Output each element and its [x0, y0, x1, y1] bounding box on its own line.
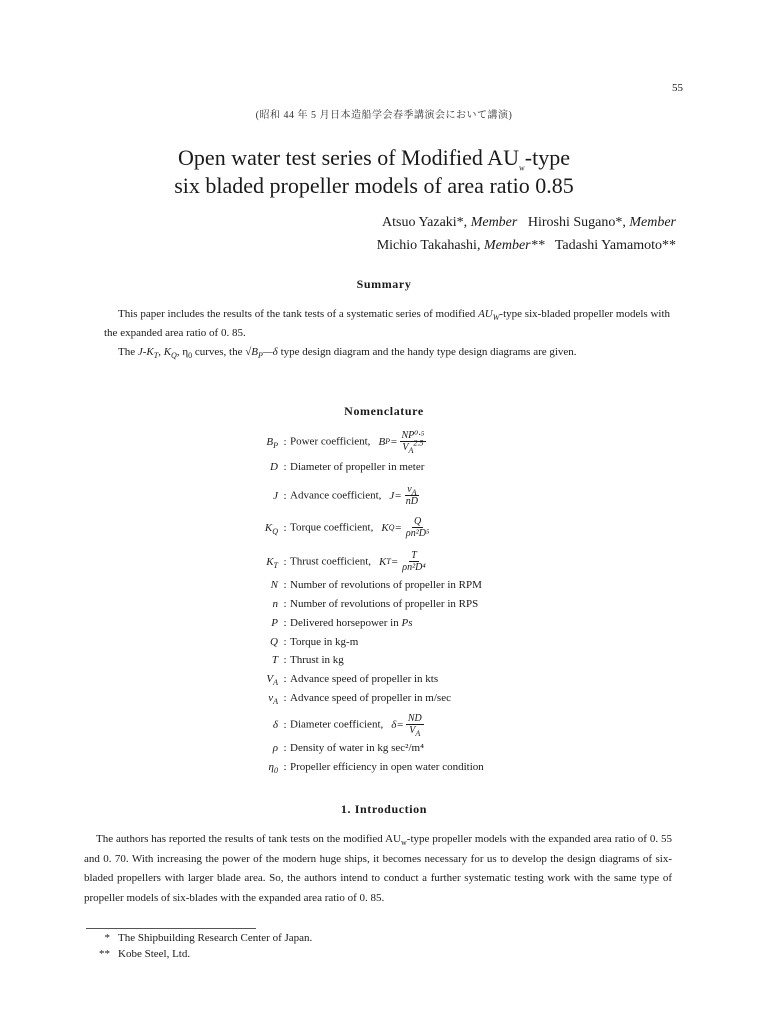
- nomenclature-formula: K T = $\frac{T}{\text{ρn²D⁴}}$: [379, 550, 426, 573]
- nomenclature-colon: :: [283, 654, 287, 666]
- nomenclature-item: [0, 579, 768, 591]
- nomenclature-colon: :: [283, 598, 287, 610]
- nomenclature-item: [0, 636, 768, 648]
- nomenclature-symbol: $V_A$: [266, 673, 278, 688]
- formula-fraction: $\frac{Q}{\text{ρn²D⁵}}$: [405, 516, 430, 539]
- nomenclature-symbol: N: [270, 579, 278, 591]
- nomenclature-description: Diameter of propeller in meter: [290, 461, 425, 473]
- paper-title-line-1: Open water test series of Modified $AU_w$-type: [178, 145, 570, 173]
- nomenclature-description: Advance speed of propeller in kts: [290, 673, 439, 685]
- nomenclature-description: Torque in kg-m: [290, 636, 359, 648]
- nomenclature-item: [0, 516, 768, 539]
- nomenclature-symbol: T: [271, 654, 278, 666]
- nomenclature-symbol: $K_Q$: [264, 521, 278, 536]
- paper-title-line-2: six bladed propeller models of area ratio 0.85: [174, 173, 574, 198]
- nomenclature-item: [0, 673, 768, 688]
- nomenclature-description: Advance coefficient, J = $\frac{v_A}{nD}$: [290, 484, 418, 507]
- nomenclature-colon: :: [283, 636, 287, 648]
- nomenclature-symbol: $v_A$: [268, 692, 278, 707]
- nomenclature-formula: K Q = $\frac{Q}{\text{ρn²D⁵}}$: [381, 516, 430, 539]
- nomenclature-colon: :: [283, 521, 287, 534]
- nomenclature-description: Diameter coefficient, δ = $\frac{ND}{V_A}$: [290, 713, 422, 738]
- presentation-note: (昭和 44 年 5 月日本造船学会春季講演会において講演): [255, 110, 513, 121]
- nomenclature-symbol: P: [271, 617, 278, 629]
- nomenclature-description: Thrust coefficient, K T = $\frac{T}{\text{ρn²D⁴}}$: [290, 550, 426, 573]
- nomenclature-symbol: Q: [270, 636, 278, 648]
- nomenclature-description: Thrust in kg: [290, 654, 344, 666]
- summary-paragraph-2: The $J-K_T$, $K_Q$, $\eta_0$ curves, the $√B_P—\delta$ type design diagram and the handy type design diagrams are given.: [118, 346, 577, 361]
- page-number: 55: [672, 82, 683, 94]
- nomenclature-symbol: J: [273, 489, 278, 502]
- nomenclature-colon: :: [283, 435, 287, 448]
- nomenclature-colon: :: [283, 555, 287, 568]
- nomenclature-heading: Nomenclature: [344, 404, 424, 418]
- formula-fraction: $\frac{v_A}{nD}$: [405, 484, 418, 507]
- summary-heading: Summary: [356, 277, 412, 291]
- nomenclature-item: [0, 742, 768, 754]
- nomenclature-symbol: δ: [272, 718, 278, 731]
- nomenclature-colon: :: [283, 617, 287, 629]
- summary-paragraph-1: This paper includes the results of the tank tests of a systematic series of modified $AU_W$-type six-bladed propeller models with the expanded area ratio of 0. 85.: [104, 308, 670, 339]
- nomenclature-item: [0, 713, 768, 736]
- nomenclature-formula: B P = $\frac{\text{NP⁰·⁵}}{V_A^{2.5}}$: [378, 430, 425, 455]
- nomenclature-colon: :: [283, 579, 287, 591]
- nomenclature-item: [0, 761, 768, 776]
- formula-fraction: $\frac{T}{\text{ρn²D⁴}}$: [402, 550, 426, 573]
- nomenclature-symbol: $\eta_0$: [268, 761, 278, 776]
- authors-line-2: Michio Takahashi, Member** Tadashi Yamamoto**: [376, 238, 676, 253]
- nomenclature-item: [0, 598, 768, 610]
- footnote-2: ** Kobe Steel, Ltd.: [99, 948, 191, 960]
- nomenclature-item: [0, 692, 768, 707]
- nomenclature-item: [0, 484, 768, 507]
- nomenclature-description: Density of water in kg sec²/m⁴: [290, 742, 424, 754]
- nomenclature-description: Number of revolutions of propeller in RPS: [290, 598, 479, 610]
- nomenclature-colon: :: [283, 742, 287, 754]
- nomenclature-item: [0, 550, 768, 573]
- footnote-divider: [86, 928, 256, 929]
- summary-body: [104, 305, 670, 362]
- nomenclature-symbol: $K_T$: [266, 555, 278, 570]
- authors-line-1: Atsuo Yazaki*, Member Hiroshi Sugano*, Member: [382, 215, 676, 230]
- introduction-heading: 1. Introduction: [340, 802, 428, 816]
- nomenclature-item: [0, 654, 768, 666]
- nomenclature-item: [0, 617, 768, 629]
- footnote-1: * The Shipbuilding Research Center of Japan.: [104, 932, 313, 944]
- introduction-body: [84, 830, 672, 908]
- nomenclature-symbol: n: [272, 598, 278, 610]
- nomenclature-colon: :: [283, 489, 287, 502]
- nomenclature-symbol: ρ: [272, 742, 278, 754]
- formula-fraction: $\frac{ND}{V_A}$: [407, 713, 422, 738]
- nomenclature-colon: :: [283, 461, 287, 473]
- nomenclature-symbol: D: [270, 461, 278, 473]
- nomenclature-description: Delivered horsepower in Ps: [290, 617, 413, 629]
- nomenclature-item: [0, 461, 768, 473]
- introduction-paragraph: The authors has reported the results of tank tests on the modified $AU_w$-type propeller models with the expanded area ratio of 0. 55 and 0. 70. With increasing the power of the modern huge ships, it becomes necessary for us to develop the design diagrams of six-bladed propellers with larger blade area. So, the authors intend to conduct a further systematic testing work with the same type of propeller models of six-blades with the expanded area ratio of 0. 85.: [84, 833, 673, 904]
- nomenclature-colon: :: [283, 761, 287, 773]
- nomenclature-description: Power coefficient, B P = $\frac{\text{NP⁰·⁵}}{V_A^{2.5}}$: [290, 430, 425, 455]
- nomenclature-colon: :: [283, 692, 287, 704]
- nomenclature-description: Advance speed of propeller in m/sec: [290, 692, 451, 704]
- nomenclature-description: Torque coefficient, K Q = $\frac{Q}{\text{ρn²D⁵}}$: [290, 516, 430, 539]
- nomenclature-item: [0, 430, 768, 453]
- nomenclature-symbol: $B_P$: [266, 435, 278, 450]
- nomenclature-description: Number of revolutions of propeller in RPM: [290, 579, 482, 591]
- nomenclature-description: Propeller efficiency in open water condition: [290, 761, 484, 773]
- formula-fraction: $\frac{\text{NP⁰·⁵}}{V_A^{2.5}}$: [401, 430, 425, 455]
- nomenclature-colon: :: [283, 718, 287, 731]
- nomenclature-formula: J = $\frac{v_A}{nD}$: [389, 484, 418, 507]
- nomenclature-formula: δ = $\frac{ND}{V_A}$: [391, 713, 422, 738]
- nomenclature-colon: :: [283, 673, 287, 685]
